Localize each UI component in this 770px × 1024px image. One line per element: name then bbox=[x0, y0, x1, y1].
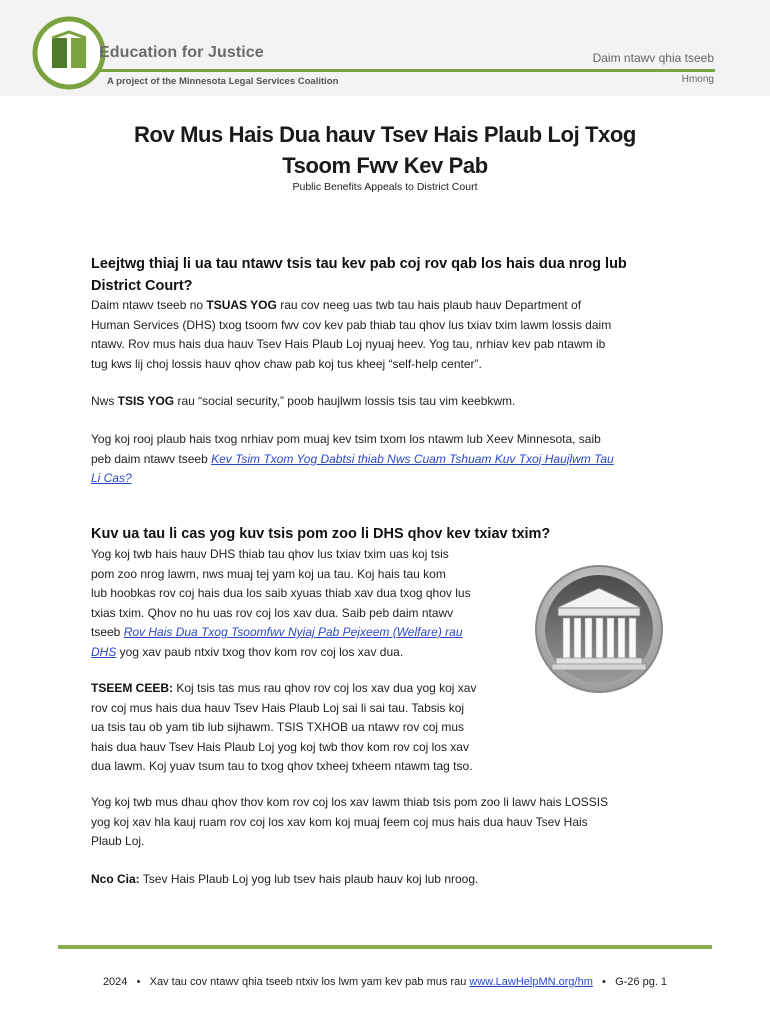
para-line bbox=[91, 643, 471, 663]
para-line: ua tsis tau ob yam tib lub sijhawm. TSIS TXHOB ua ntawv rov coj mus bbox=[91, 720, 465, 734]
factsheet-link-welfare-appeals[interactable]: Rov Hais Dua Txog Tsoomfwv Nyiaj Pab Pejxeem (Welfare) rau bbox=[123, 625, 463, 639]
courthouse-icon bbox=[534, 564, 664, 694]
section-2-note bbox=[91, 870, 478, 890]
doc-type-label: Daim ntawv qhia tseeb bbox=[592, 51, 714, 65]
section-1-heading-line-1: Leejtwg thiaj li ua tau ntawv tsis tau kev pab coj rov qab los hais dua nrog lub bbox=[91, 256, 627, 272]
text: yog xav paub ntxiv txog thov kom rov coj los xav dua. bbox=[116, 644, 404, 659]
bullet-icon: • bbox=[136, 976, 141, 988]
brand-divider bbox=[99, 69, 715, 72]
text: Koj tsis tas mus rau qhov rov coj los xav dua yog koj xav bbox=[173, 681, 477, 695]
emphasis: TSIS YOG bbox=[117, 394, 175, 408]
para-line: ntawv. Rov mus hais dua hauv Tsev Hais Plaub Loj nyuaj heev. Yog tau, nrhiav kev pab ntawm ib bbox=[91, 337, 606, 351]
factsheet-link-exploitation-cont[interactable]: Li Cas? bbox=[91, 471, 132, 485]
text: rau “social security,” poob haujlwm lossis tsis tau vim keebkwm. bbox=[174, 394, 516, 408]
page-footer bbox=[0, 976, 770, 988]
factsheet-link-welfare-appeals-cont[interactable]: DHS bbox=[91, 644, 117, 659]
para-line bbox=[91, 469, 614, 489]
text: peb daim ntawv tseeb bbox=[91, 451, 212, 466]
para-line: Plaub Loj. bbox=[91, 834, 145, 848]
book-shield-logo-icon bbox=[32, 16, 107, 91]
para-line: Yog koj rooj plaub hais txog nrhiav pom muaj kev tsim txom los ntawm lub Xeev Minnesota, saib bbox=[91, 432, 601, 446]
section-1-paragraph-1 bbox=[91, 296, 611, 374]
para-line: txias txim. Qhov no hu uas rov coj los xav dua. Saib peb daim ntawv bbox=[91, 605, 454, 620]
text: tseeb bbox=[91, 625, 124, 639]
para-line: tug kws lij choj lossis hauv qhov chaw pab koj tus kheej “self-help center”. bbox=[91, 356, 482, 371]
emphasis: TSUAS YOG bbox=[206, 298, 277, 312]
para-line: Yog koj twb hais hauv DHS thiab tau qhov lus txiav txim uas koj tsis bbox=[91, 547, 449, 561]
section-2-paragraph-2 bbox=[91, 679, 476, 777]
para-line: dua lawm. Koj yuav tsum tau to txog qhov txheej txheem ntawm tag tso. bbox=[91, 759, 473, 773]
para-line: pom zoo nrog lawm, nws muaj tej yam koj ua tau. Koj hais tau kom bbox=[91, 566, 446, 581]
section-1-heading-line-2: District Court? bbox=[91, 278, 193, 294]
para-line bbox=[91, 450, 614, 470]
language-label: Hmong bbox=[681, 74, 714, 85]
section-2-paragraph-1 bbox=[91, 545, 471, 662]
para-line: lub hoobkas rov coj hais dua los saib xyuas thiab xav dua txog qhov lus bbox=[91, 586, 471, 600]
para-line: rov coj mus hais dua hauv Tsev Hais Plaub Loj sai li sai tau. Tabsis koj bbox=[91, 700, 465, 715]
title-line-2: Tsoom Fwv Kev Pab bbox=[282, 153, 488, 178]
para-line: Yog koj twb mus dhau qhov thov kom rov coj los xav lawm thiab tsis pom zoo li lawv hais LOSSIS bbox=[91, 795, 609, 809]
para-line: Human Services (DHS) txog tsoom fwv cov kev pab thiab tau qhov lus txiav txim lawm lossis daim bbox=[91, 317, 612, 332]
text: Nws bbox=[91, 394, 118, 408]
para-line: hais dua hauv Tsev Hais Plaub Loj yog koj twb thov kom rov coj los xav bbox=[91, 739, 469, 754]
page-code: G-26 pg. 1 bbox=[615, 976, 668, 988]
text: rau cov neeg uas twb tau hais plaub hauv Department of bbox=[276, 298, 582, 312]
brand-name: Education for Justice bbox=[99, 44, 264, 61]
section-1-paragraph-2 bbox=[91, 392, 515, 412]
lawhelpmn-link[interactable]: www.LawHelpMN.org/hm bbox=[469, 976, 593, 988]
section-1-heading bbox=[91, 253, 627, 297]
page-header bbox=[0, 0, 770, 96]
page-title bbox=[0, 119, 770, 181]
emphasis: Nco Cia: bbox=[91, 872, 140, 886]
para-line bbox=[91, 623, 471, 643]
text: Daim ntawv tseeb no bbox=[91, 298, 207, 312]
para-line bbox=[91, 679, 476, 699]
para-line bbox=[91, 296, 611, 316]
footer-text: Xav tau cov ntawv qhia tseeb ntxiv los lwm yam kev pab mus rau bbox=[149, 976, 467, 988]
section-1-paragraph-3 bbox=[91, 430, 614, 489]
title-line-1: Rov Mus Hais Dua hauv Tsev Hais Plaub Loj Txog bbox=[134, 122, 636, 147]
footer-divider bbox=[58, 945, 712, 949]
page-subtitle: Public Benefits Appeals to District Court bbox=[292, 181, 478, 193]
footer-year: 2024 bbox=[102, 976, 128, 988]
factsheet-link-exploitation[interactable]: Kev Tsim Txom Yog Dabtsi thiab Nws Cuam Tshuam Kuv Txoj Haujlwm Tau bbox=[211, 451, 614, 466]
brand-subtitle: A project of the Minnesota Legal Services Coalition bbox=[107, 76, 339, 87]
emphasis: TSEEM CEEB: bbox=[91, 681, 174, 695]
bullet-icon: • bbox=[602, 976, 606, 988]
para-line: yog koj xav hla kauj ruam rov coj los xav kom koj muaj feem coj mus hais dua hauv Tsev Hais bbox=[91, 814, 588, 829]
section-2-paragraph-3 bbox=[91, 793, 608, 852]
text: Tsev Hais Plaub Loj yog lub tsev hais plaub hauv koj lub nroog. bbox=[139, 872, 479, 886]
section-2-heading: Kuv ua tau li cas yog kuv tsis pom zoo li DHS qhov kev txiav txim? bbox=[91, 526, 551, 542]
